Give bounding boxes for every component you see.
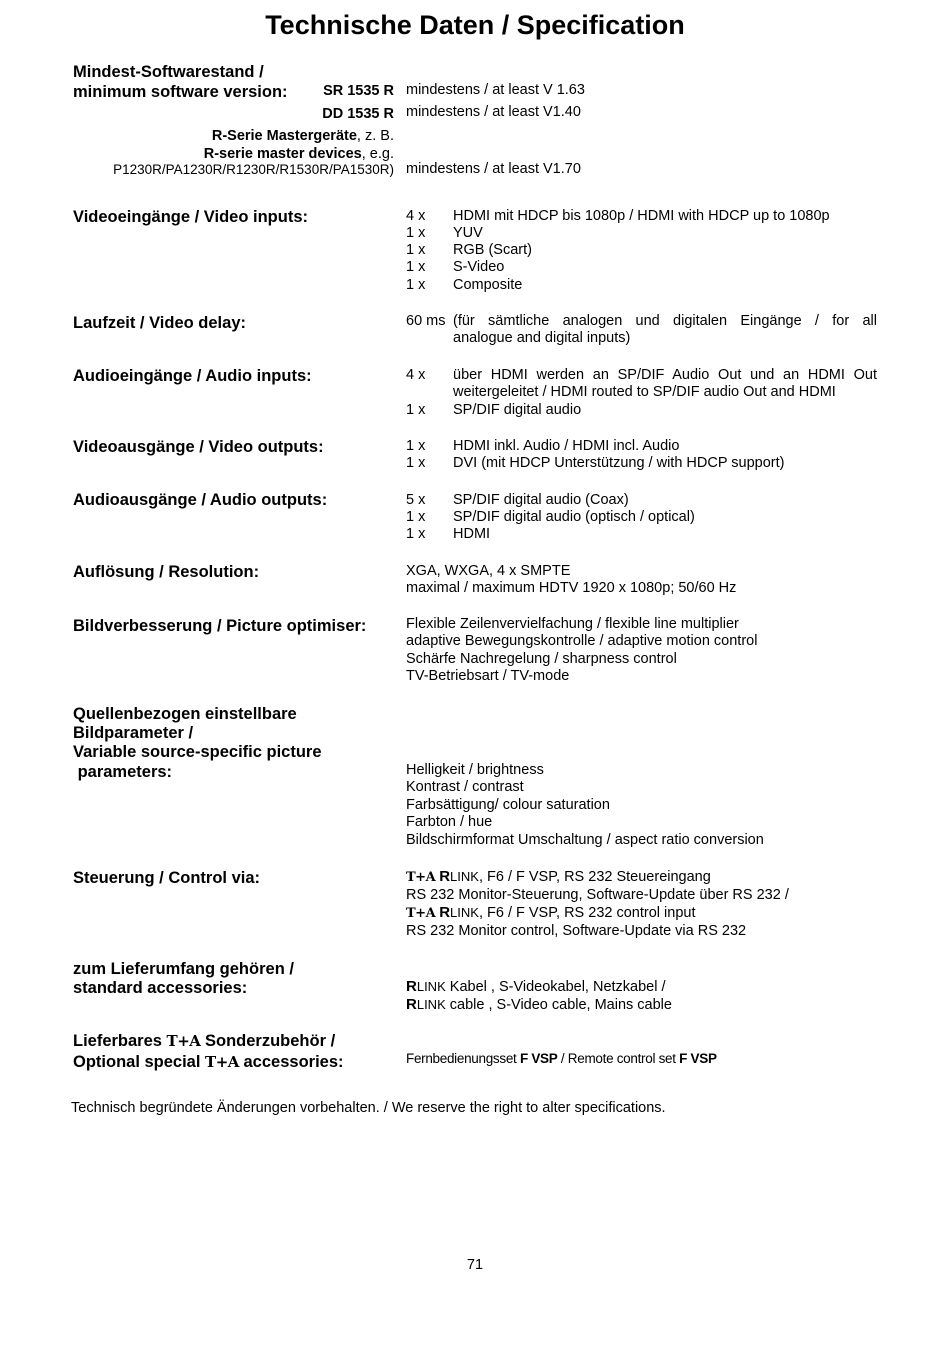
audio-input-line-2: weitergeleitet / HDMI routed to SP/DIF audio Out and HDMI (453, 384, 836, 400)
ta-logo: T+A (166, 1032, 201, 1050)
optimiser-line: Flexible Zeilenvervielfachung / flexible line multiplier (406, 616, 739, 632)
software-model-dd: DD 1535 R (322, 106, 394, 122)
software-master-line-1: R-Serie Mastergeräte, z. B. (211, 128, 394, 144)
audio-input-line-1: über HDMI werden an SP/DIF Audio Out und an HDMI Out (453, 367, 877, 383)
video-input-qty: 1 x (406, 259, 426, 275)
video-input-qty: 1 x (406, 242, 426, 258)
resolution-line: XGA, WXGA, 4 x SMPTE (406, 563, 571, 579)
software-master-line-3: P1230R/PA1230R/R1230R/R1530R/PA1530R) (113, 162, 394, 177)
audio-outputs-heading: Audioausgänge / Audio outputs: (73, 491, 328, 509)
video-input-text: RGB (Scart) (453, 242, 532, 258)
video-delay-heading: Laufzeit / Video delay: (73, 314, 246, 332)
audio-output-qty: 1 x (406, 509, 426, 525)
video-inputs-heading: Videoeingänge / Video inputs: (73, 208, 309, 226)
software-heading-2: minimum software version: (73, 83, 288, 101)
video-input-text: HDMI mit HDCP bis 1080p / HDMI with HDCP up to 1080p (453, 208, 830, 224)
page-title: Technische Daten / Specification (265, 10, 685, 40)
audio-inputs-heading: Audioeingänge / Audio inputs: (73, 367, 312, 385)
video-input-qty: 1 x (406, 277, 426, 293)
software-master-value: mindestens / at least V1.70 (406, 161, 581, 177)
control-line-2: RS 232 Monitor-Steuerung, Software-Update über RS 232 / (406, 887, 789, 903)
control-line-1: T+A RLINK, F6 / F VSP, RS 232 Steuereingang (406, 868, 711, 885)
picture-params-heading-line: parameters: (73, 763, 173, 781)
video-output-qty: 1 x (406, 455, 426, 471)
footer-note: Technisch begründete Änderungen vorbehalten. / We reserve the right to alter specifications. (71, 1100, 666, 1116)
ta-logo: T+A (406, 906, 436, 921)
video-input-text: Composite (453, 277, 523, 293)
picture-param-line: Kontrast / contrast (406, 779, 524, 795)
accessories-line-1: RLINK Kabel , S-Videokabel, Netzkabel / (406, 978, 666, 995)
software-heading-1: Mindest-Softwarestand / (73, 63, 264, 81)
control-heading: Steuerung / Control via: (73, 869, 261, 887)
picture-param-line: Helligkeit / brightness (406, 762, 544, 778)
video-output-text: HDMI inkl. Audio / HDMI incl. Audio (453, 438, 680, 454)
ta-logo: T+A (406, 870, 436, 885)
picture-params-heading-line: Quellenbezogen einstellbare (73, 705, 297, 723)
optimiser-line: adaptive Bewegungskontrolle / adaptive motion control (406, 633, 758, 649)
software-value-sr: mindestens / at least V 1.63 (406, 82, 585, 98)
video-delay-line-1: (für sämtliche analogen und digitalen Eingänge / for all (453, 313, 877, 329)
software-master-line-2: R-serie master devices, e.g. (203, 146, 394, 162)
resolution-line: maximal / maximum HDTV 1920 x 1080p; 50/60 Hz (406, 580, 737, 596)
picture-params-heading-line: Variable source-specific picture (73, 743, 322, 761)
video-input-qty: 4 x (406, 208, 426, 224)
optimiser-heading: Bildverbesserung / Picture optimiser: (73, 617, 367, 635)
optimiser-line: Schärfe Nachregelung / sharpness control (406, 651, 677, 667)
video-input-qty: 1 x (406, 225, 426, 241)
software-value-dd: mindestens / at least V1.40 (406, 104, 581, 120)
picture-params-heading-line: Bildparameter / (73, 724, 194, 742)
audio-input-qty: 1 x (406, 402, 426, 418)
audio-output-text: SP/DIF digital audio (optisch / optical) (453, 509, 695, 525)
accessories-heading-2: standard accessories: (73, 979, 248, 997)
video-output-qty: 1 x (406, 438, 426, 454)
audio-input-qty: 4 x (406, 367, 426, 383)
audio-output-qty: 5 x (406, 492, 426, 508)
software-model-sr: SR 1535 R (323, 83, 394, 99)
audio-output-qty: 1 x (406, 526, 426, 542)
picture-param-line: Bildschirmformat Umschaltung / aspect ratio conversion (406, 832, 764, 848)
audio-output-text: SP/DIF digital audio (Coax) (453, 492, 629, 508)
optional-remote-line: Fernbedienungsset F VSP / Remote control set F VSP (406, 1051, 717, 1066)
control-line-3: T+A RLINK, F6 / F VSP, RS 232 control input (406, 904, 696, 921)
video-outputs-heading: Videoausgänge / Video outputs: (73, 438, 324, 456)
picture-param-line: Farbton / hue (406, 814, 493, 830)
accessories-line-2: RLINK cable , S-Video cable, Mains cable (406, 996, 672, 1013)
control-line-4: RS 232 Monitor control, Software-Update via RS 232 (406, 923, 747, 939)
audio-output-text: HDMI (453, 526, 491, 542)
video-delay-line-2: analogue and digital inputs) (453, 330, 631, 346)
page-number: 71 (466, 1257, 484, 1273)
accessories-heading-1: zum Lieferumfang gehören / (73, 960, 294, 978)
optional-heading-2: Optional special T+A accessories: (73, 1053, 344, 1071)
picture-param-line: Farbsättigung/ colour saturation (406, 797, 610, 813)
optional-heading-1: Lieferbares T+A Sonderzubehör / (73, 1032, 336, 1050)
video-delay-qty: 60 ms (406, 313, 446, 329)
resolution-heading: Auflösung / Resolution: (73, 563, 260, 581)
ta-logo: T+A (205, 1053, 239, 1071)
video-input-text: S-Video (453, 259, 505, 275)
video-input-text: YUV (453, 225, 483, 241)
video-output-text: DVI (mit HDCP Unterstützung / with HDCP support) (453, 455, 785, 471)
audio-input-line-3: SP/DIF digital audio (453, 402, 582, 418)
optimiser-line: TV-Betriebsart / TV-mode (406, 668, 570, 684)
